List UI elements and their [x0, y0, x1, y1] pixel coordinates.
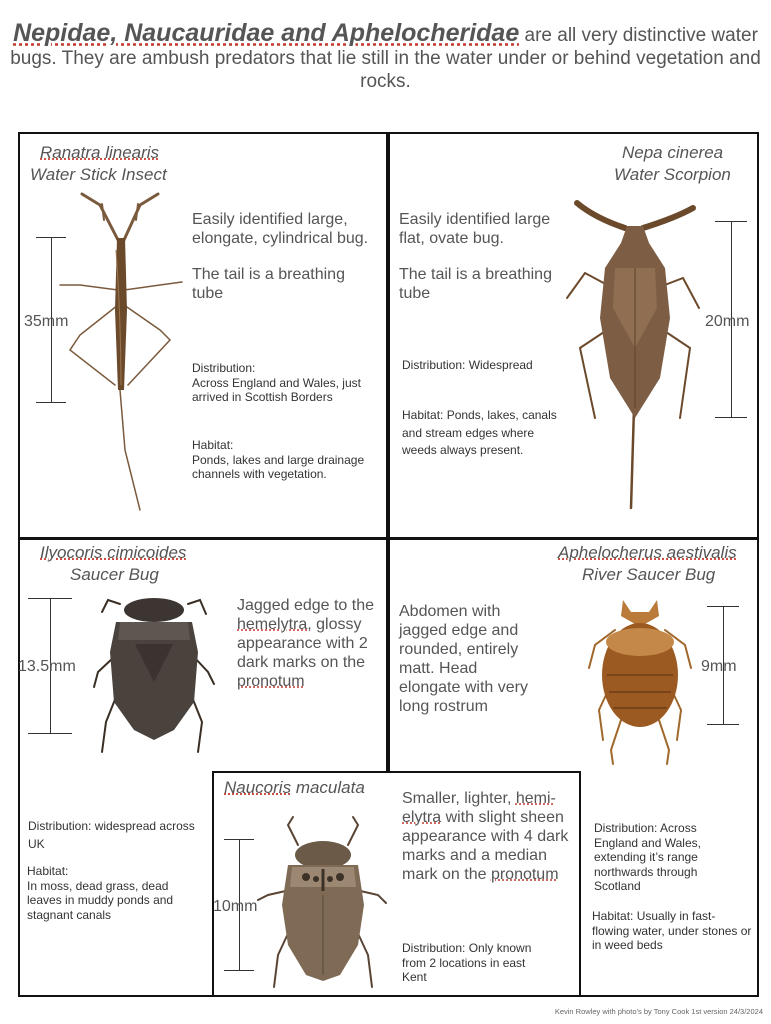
- naucoris-desc: Smaller, lighter, hemi-elytra with slight sheen appearance with 4 dark marks and a median mark on the pronotum: [402, 790, 569, 883]
- ilyocoris-common: Saucer Bug: [70, 565, 159, 584]
- page-header: [0, 19, 771, 93]
- ilyocoris-size: 13.5mm: [18, 658, 76, 675]
- ilyocoris-desc: Jagged edge to the hemelytra, glossy appearance with 2 dark marks on the pronotum: [237, 597, 375, 690]
- ranatra-size: 35mm: [24, 313, 69, 330]
- nepa-latin: Nepa cinerea: [622, 143, 724, 162]
- ranatra-desc: Easily identified large, elongate, cylindrical bug.: [192, 211, 369, 247]
- nepa-common: Water Scorpion: [614, 165, 731, 184]
- header-title: Nepidae, Naucauridae and Aphelocheridae: [13, 19, 520, 47]
- ilyocoris-latin: Ilyocoris cimicoides: [40, 543, 187, 562]
- ranatra-tail: The tail is a breathing tube: [192, 266, 345, 302]
- ranatra-image: [60, 190, 185, 510]
- aphelocheirus-size: 9mm: [701, 658, 737, 675]
- nepa-habitat: Habitat: Ponds, lakes, canals and stream edges where weeds always present.: [402, 408, 557, 457]
- naucoris-size: 10mm: [213, 898, 258, 915]
- aphelocheirus-latin: Aphelocherus aestivalis: [558, 543, 737, 562]
- aphelocheirus-desc: Abdomen with jagged edge and rounded, entirely matt. Head elongate with very long rostrum: [399, 603, 528, 715]
- nepa-tail: The tail is a breathing tube: [399, 266, 552, 302]
- aphelocheirus-distribution: Distribution: Across England and Wales, extending it’s range northwards through Scotland: [594, 821, 701, 893]
- ilyocoris-distribution: Distribution: widespread across UK: [28, 819, 195, 851]
- ranatra-common: Water Stick Insect: [30, 165, 167, 184]
- aphelocheirus-common: River Saucer Bug: [582, 565, 716, 584]
- ilyocoris-image: [90, 592, 218, 757]
- naucoris-latin: Naucoris maculata: [224, 778, 365, 797]
- nepa-size: 20mm: [705, 313, 750, 330]
- ranatra-habitat: Habitat: Ponds, lakes and large drainage channels with vegetation.: [192, 438, 365, 481]
- ranatra-distribution: Distribution: Across England and Wales, just arrived in Scottish Borders: [192, 361, 361, 404]
- naucoris-distribution: Distribution: Only known from 2 locations in east Kent: [402, 941, 532, 984]
- header-text: are all very distinctive water bugs. They are ambush predators that lie still in the water under or behind vegetation and rocks.: [10, 25, 761, 92]
- footer-credit: Kevin Rowley with photo’s by Tony Cook 1st version 24/3/2024: [554, 1007, 763, 1016]
- nepa-desc: Easily identified large flat, ovate bug.: [399, 211, 551, 247]
- nepa-distribution: Distribution: Widespread: [402, 358, 533, 372]
- aphelocheirus-habitat: Habitat: Usually in fast-flowing water, under stones or in weed beds: [592, 909, 752, 952]
- ranatra-latin: Ranatra linearis: [40, 143, 160, 162]
- aphelocheirus-image: [585, 600, 695, 765]
- naucoris-image: [258, 815, 388, 990]
- nepa-image: [565, 198, 705, 508]
- ilyocoris-habitat: Habitat: In moss, dead grass, dead leaves in muddy ponds and stagnant canals: [27, 864, 174, 922]
